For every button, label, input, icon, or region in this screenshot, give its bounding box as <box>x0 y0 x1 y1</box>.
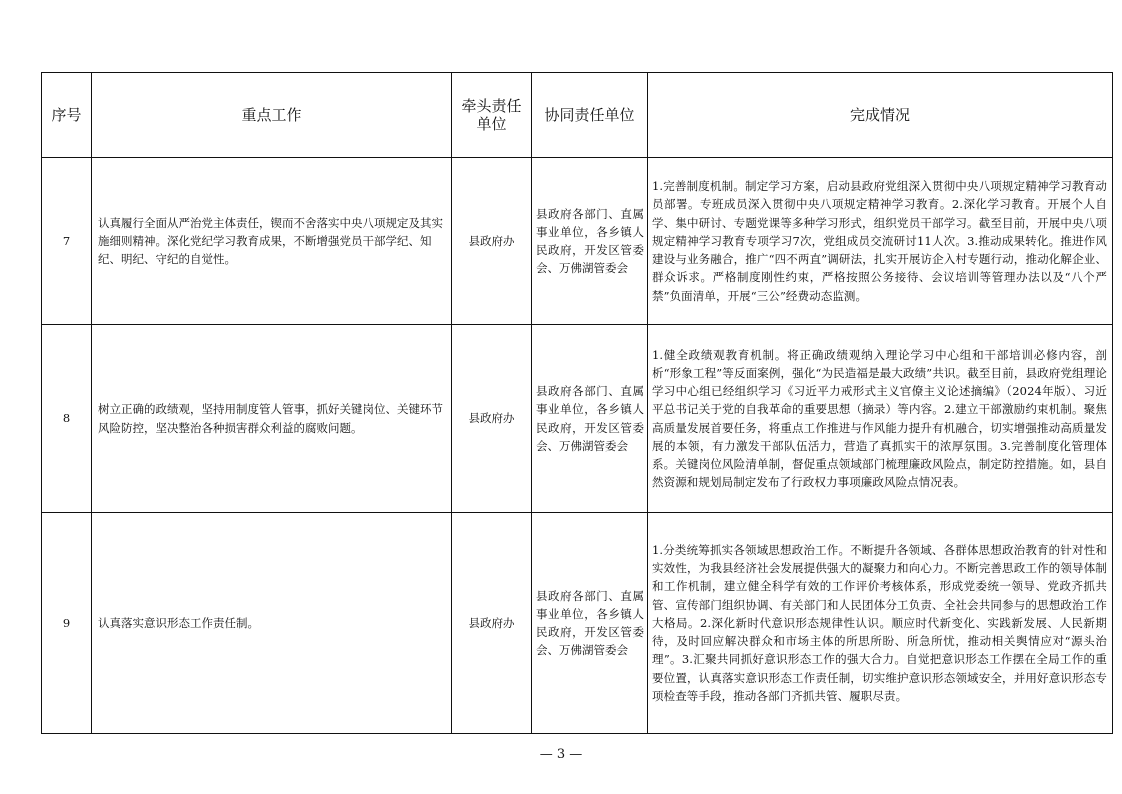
row-seq: 9 <box>42 513 92 734</box>
table-row <box>42 158 1113 325</box>
page-number: — 3 — <box>539 747 583 762</box>
row-lead-unit: 县政府办 <box>452 513 532 734</box>
header-seq: 序号 <box>42 73 92 158</box>
header-row <box>42 73 1113 158</box>
work-table <box>41 72 1113 734</box>
header-work: 重点工作 <box>92 73 452 158</box>
row-work: 认真履行全面从严治党主体责任，锲而不舍落实中央八项规定及其实施细则精神。深化党纪学习教育成果，不断增强党员干部学纪、知纪、明纪、守纪的自觉性。 <box>92 158 452 325</box>
table-row <box>42 325 1113 513</box>
row-coop-units: 县政府各部门、直属事业单位，各乡镇人民政府，开发区管委会、万佛湖管委会 <box>532 158 648 325</box>
header-status: 完成情况 <box>648 73 1113 158</box>
row-seq: 7 <box>42 158 92 325</box>
row-status: 1.健全政绩观教育机制。将正确政绩观纳入理论学习中心组和干部培训必修内容，剖析“形象工程”等反面案例，强化“为民造福是最大政绩”共识。截至目前，县政府党组理论学习中心组已经组织学习《习近平力戒形式主义官僚主义论述摘编》（2024年版）、习近平总书记关于党的自我革命的重要思想（摘录）等内容。2.建立干部激励约束机制。聚焦高质量发展首要任务，将重点工作推进与作风能力提升有机融合，切实增强推动高质量发展的本领，有力激发干部队伍活力，营造了真抓实干的浓厚氛围。3.完善制度化管理体系。关键岗位风险清单制，督促重点领域部门梳理廉政风险点，制定防控措施。如，县自然资源和规划局制定发布了行政权力事项廉政风险点情况表。 <box>648 325 1113 513</box>
table-row <box>42 513 1113 734</box>
row-work: 树立正确的政绩观，坚持用制度管人管事，抓好关键岗位、关键环节风险防控，坚决整治各种损害群众利益的腐败问题。 <box>92 325 452 513</box>
header-coop: 协同责任单位 <box>532 73 648 158</box>
table-body <box>42 158 1113 734</box>
row-coop-units: 县政府各部门、直属事业单位，各乡镇人民政府，开发区管委会、万佛湖管委会 <box>532 325 648 513</box>
row-seq: 8 <box>42 325 92 513</box>
row-lead-unit: 县政府办 <box>452 325 532 513</box>
table-header <box>42 73 1113 158</box>
row-work: 认真落实意识形态工作责任制。 <box>92 513 452 734</box>
row-status: 1.分类统筹抓实各领域思想政治工作。不断提升各领域、各群体思想政治教育的针对性和实效性，为我县经济社会发展提供强大的凝聚力和向心力。不断完善思政工作的领导体制和工作机制，建立健全科学有效的工作评价考核体系，形成党委统一领导、党政齐抓共管、宣传部门组织协调、有关部门和人民团体分工负责、全社会共同参与的思想政治工作大格局。2.深化新时代意识形态规律性认识。顺应时代新变化、实践新发展、人民新期待，及时回应解决群众和市场主体的所思所盼、所急所忧，推动相关舆情应对“源头治理”。3.汇聚共同抓好意识形态工作的强大合力。自觉把意识形态工作摆在全局工作的重要位置，认真落实意识形态工作责任制，切实维护意识形态领域安全，并用好意识形态专项检查等手段，推动各部门齐抓共管、履职尽责。 <box>648 513 1113 734</box>
header-lead: 牵头责任单位 <box>452 73 532 158</box>
row-lead-unit: 县政府办 <box>452 158 532 325</box>
row-coop-units: 县政府各部门、直属事业单位，各乡镇人民政府，开发区管委会、万佛湖管委会 <box>532 513 648 734</box>
row-status: 1.完善制度机制。制定学习方案，启动县政府党组深入贯彻中央八项规定精神学习教育动员部署。专班成员深入贯彻中央八项规定精神学习教育。2.深化学习教育。开展个人自学、集中研讨、专题党课等多种学习形式，组织党员干部学习。截至目前，开展中央八项规定精神学习教育专项学习7次，党组成员交流研讨11人次。3.推动成果转化。推进作风建设与业务融合，推广“四不两直”调研法，扎实开展访企入村专题行动，推动化解企业、群众诉求。严格制度刚性约束，严格按照公务接待、会议培训等管理办法以及“八个严禁”负面清单，开展“三公”经费动态监测。 <box>648 158 1113 325</box>
